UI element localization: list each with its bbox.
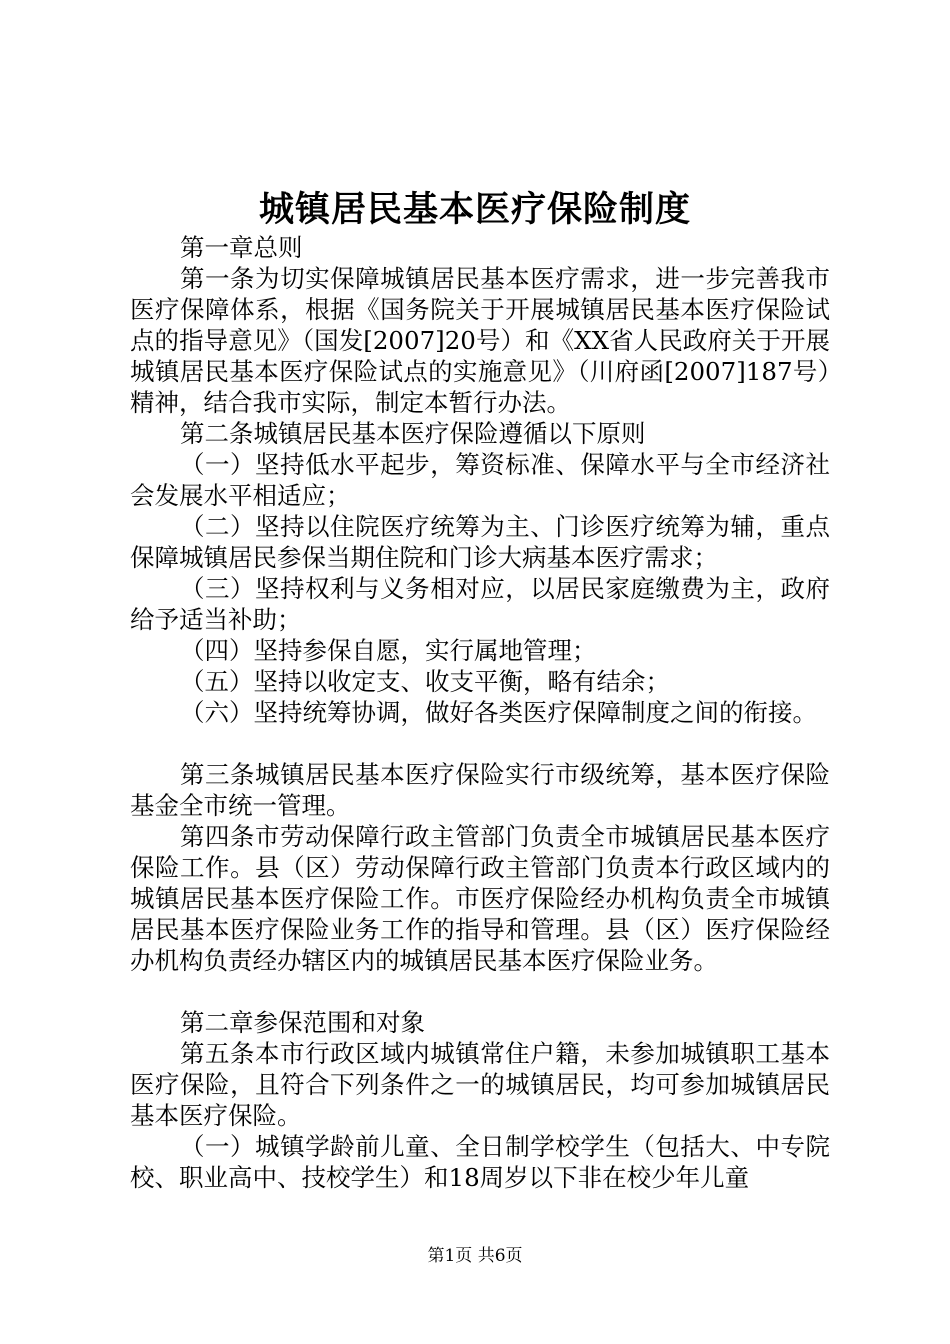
paragraph: 第二条城镇居民基本医疗保险遵循以下原则 (180, 419, 646, 448)
list-item: （一）坚持低水平起步，筹资标准、保障水平与全市经济社会发展水平相适应； (130, 450, 830, 510)
paragraph: 第三条城镇居民基本医疗保险实行市级统筹，基本医疗保险基金全市统一管理。 (130, 760, 830, 820)
list-item: （二）坚持以住院医疗统筹为主、门诊医疗统筹为辅，重点保障城镇居民参保当期住院和门诊大病基本医疗需求； (130, 512, 830, 572)
list-item: （六）坚持统筹协调，做好各类医疗保障制度之间的衔接。 (180, 698, 817, 727)
list-item: （一）城镇学龄前儿童、全日制学校学生（包括大、中专院校、职业高中、技校学生）和18周岁以下非在校少年儿童 (130, 1132, 830, 1192)
document-body (130, 232, 830, 1193)
document-title: 城镇居民基本医疗保险制度 (258, 189, 691, 230)
spacer (130, 976, 830, 1007)
paragraph: 第五条本市行政区域内城镇常住户籍，未参加城镇职工基本医疗保险，且符合下列条件之一的城镇居民，均可参加城镇居民基本医疗保险。 (130, 1039, 830, 1130)
chapter-heading: 第二章参保范围和对象 (180, 1008, 425, 1037)
list-item: （五）坚持以收定支、收支平衡，略有结余； (180, 667, 670, 696)
spacer (130, 728, 830, 759)
paragraph: 第四条市劳动保障行政主管部门负责全市城镇居民基本医疗保险工作。县（区）劳动保障行政主管部门负责本行政区域内的城镇居民基本医疗保险工作。市医疗保险经办机构负责全市城镇居民基本医疗保险业务工作的指导和管理。县（区）医疗保险经办机构负责经办辖区内的城镇居民基本医疗保险业务。 (130, 822, 830, 975)
list-item: （三）坚持权利与义务相对应，以居民家庭缴费为主，政府给予适当补助； (130, 574, 830, 634)
chapter-heading: 第一章总则 (180, 233, 303, 262)
page-footer: 第1页 共6页 (427, 1246, 523, 1266)
list-item: （四）坚持参保自愿，实行属地管理； (180, 636, 597, 665)
paragraph: 第一条为切实保障城镇居民基本医疗需求，进一步完善我市医疗保障体系，根据《国务院关于开展城镇居民基本医疗保险试点的指导意见》（国发[2007]20号）和《XX省人民政府关于开展城镇居民基本医疗保险试点的实施意见》（川府函[2007]187号）精神，结合我市实际，制定本暂行办法。 (130, 264, 830, 417)
